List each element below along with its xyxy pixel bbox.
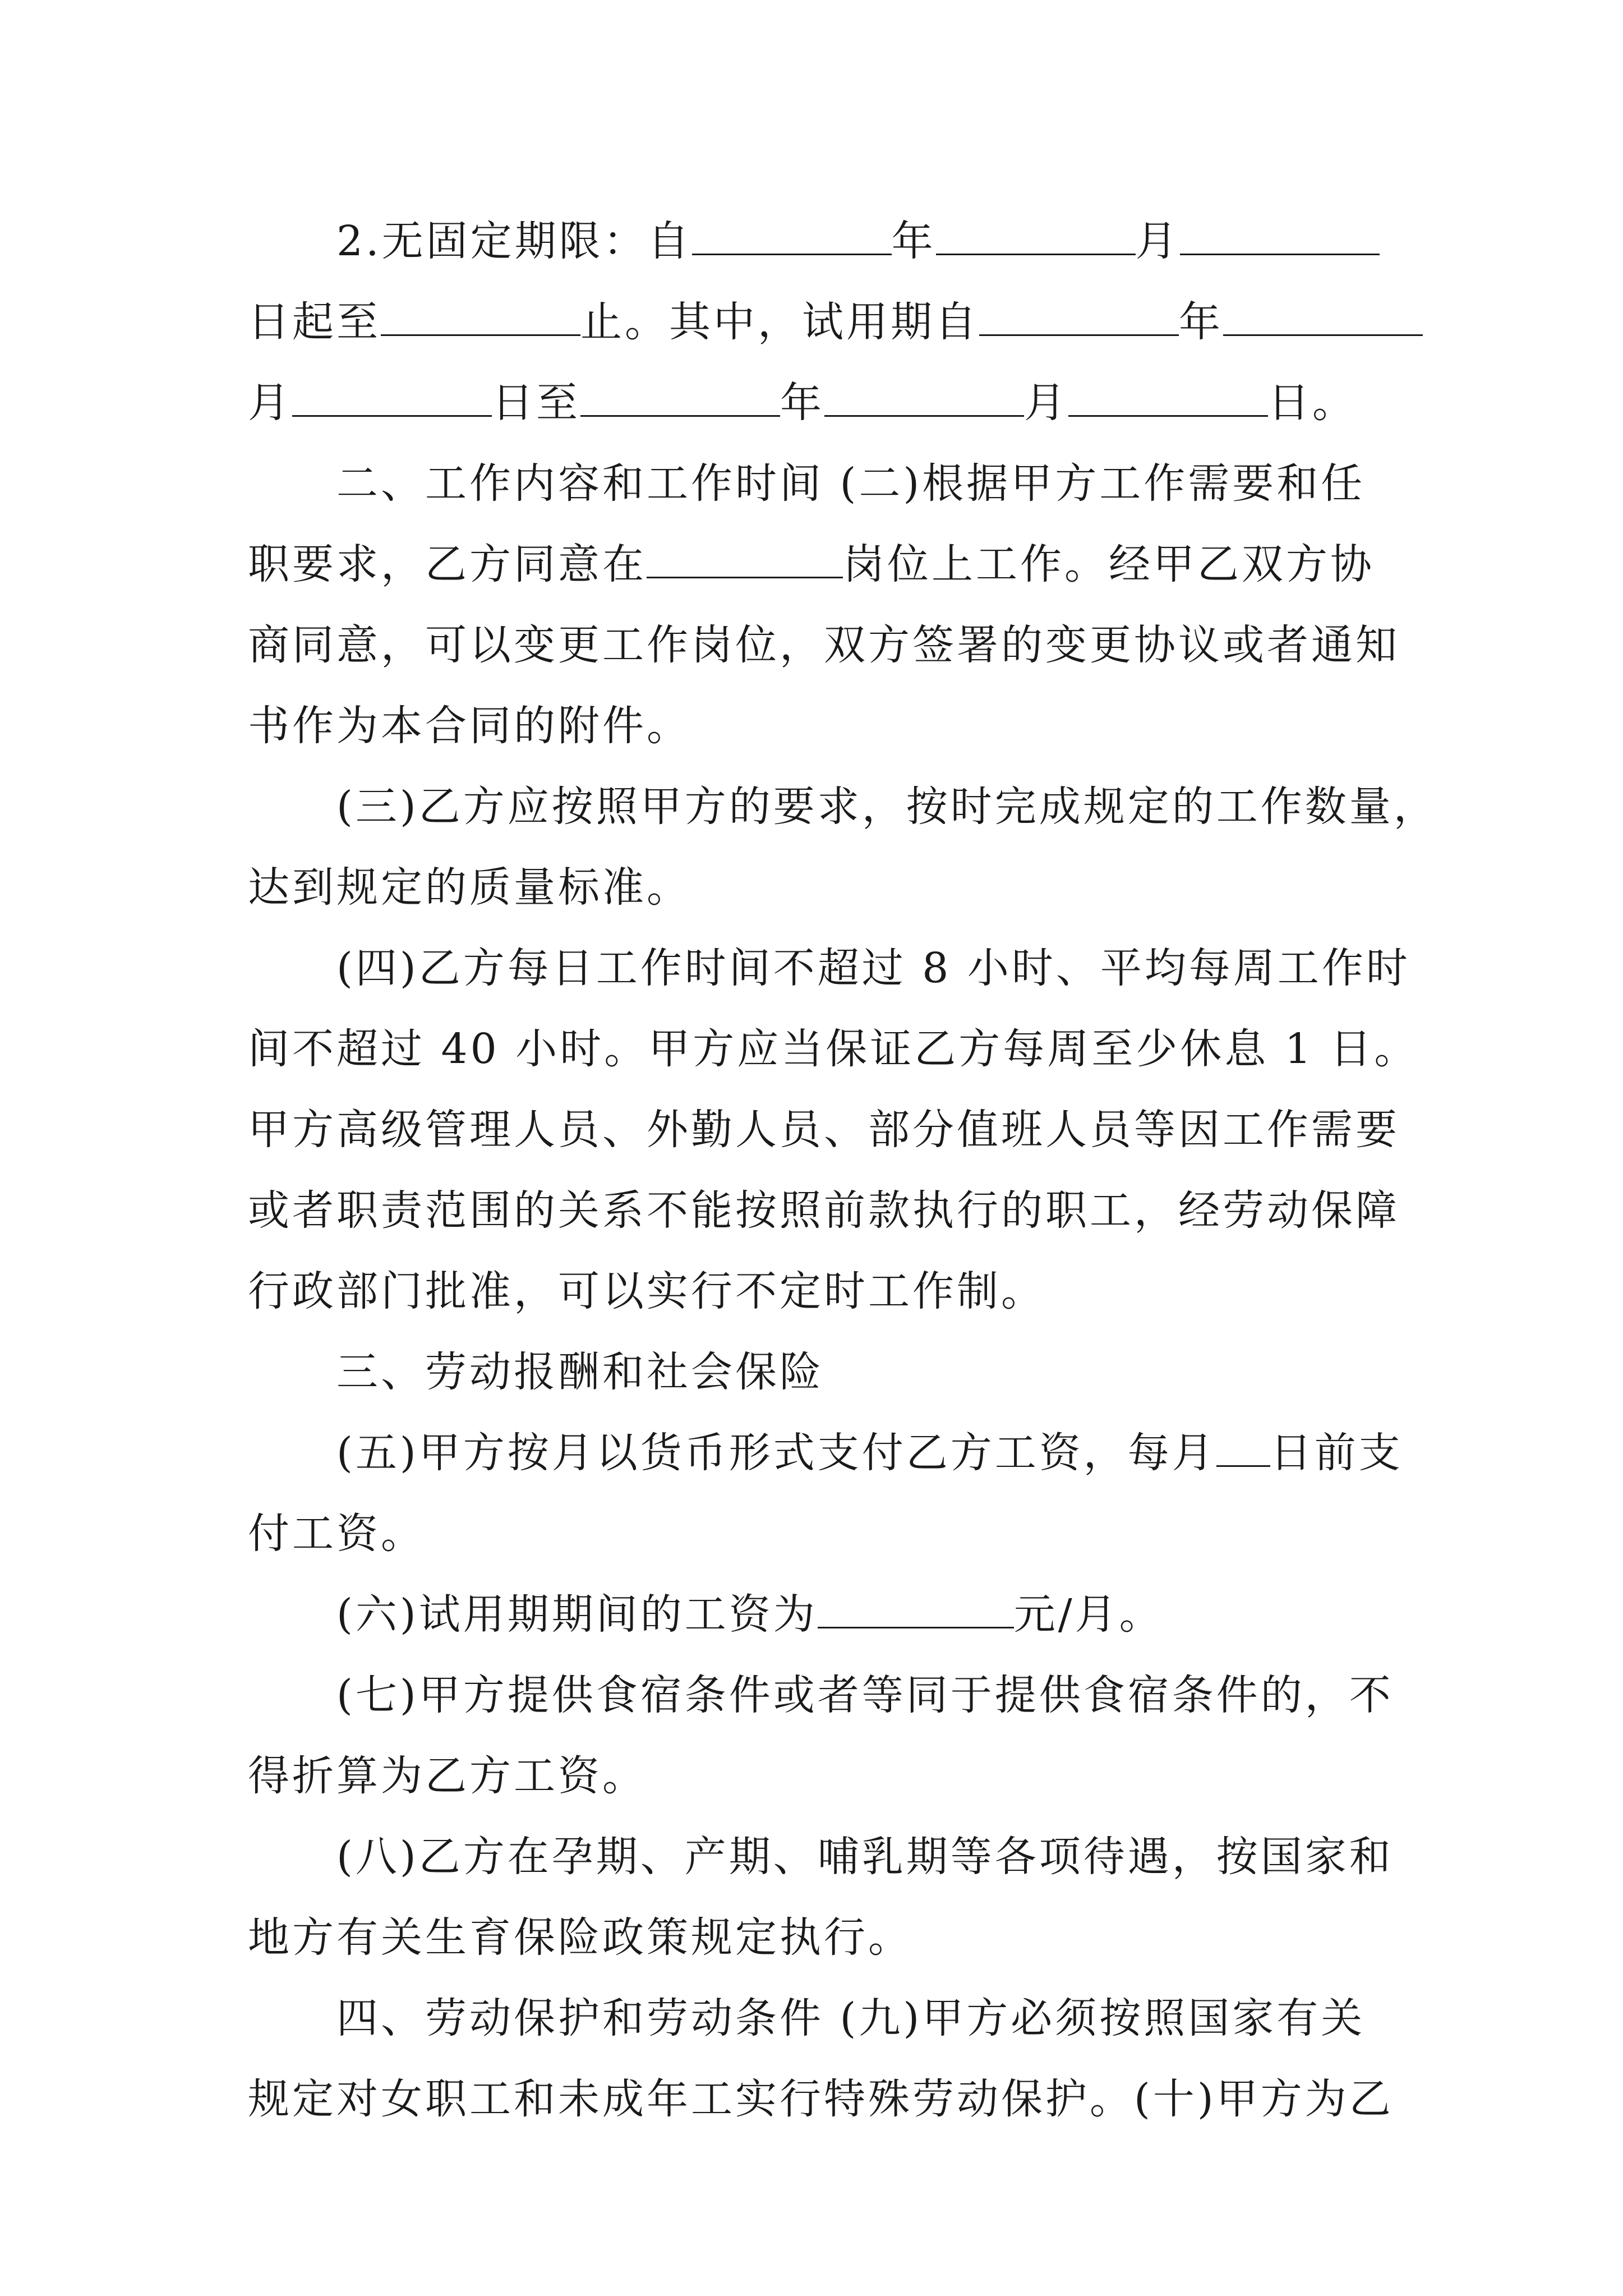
paragraph-no-fixed-term: [248, 201, 1376, 443]
blank-field-probation-day: [292, 378, 492, 417]
blank-field-month: [936, 217, 1136, 255]
text-line: 二、工作内容和工作时间 (二)根据甲方工作需要和任: [336, 459, 1366, 508]
text-segment: 日起至: [248, 298, 381, 346]
text-segment: 日至: [492, 379, 580, 427]
blank-field-day: [1180, 217, 1380, 255]
text-segment: 岗位上工作。经甲乙双方协: [843, 540, 1375, 588]
blank-field-probation-end-year: [580, 378, 780, 417]
text-segment: (六)试用期期间的工资为: [336, 1590, 818, 1639]
text-line: 或者职责范围的关系不能按照前款执行的职工，经劳动保障: [248, 1186, 1400, 1235]
paragraph-labor-protection: [248, 1978, 1394, 2139]
text-segment: 日。: [1268, 379, 1357, 427]
paragraph-clause-8: [248, 1816, 1394, 1978]
text-line: (三)乙方应按照甲方的要求，按时完成规定的工作数量，: [336, 783, 1438, 831]
text-line: 地方有关生育保险政策规定执行。: [248, 1913, 912, 1962]
text-line: [248, 1574, 1376, 1655]
blank-field-end: [381, 297, 580, 336]
paragraph-work-content: [248, 443, 1400, 766]
text-segment: 元/月。: [1013, 1590, 1164, 1639]
text-line: [248, 524, 1376, 605]
text-segment: 月: [248, 379, 292, 427]
blank-field-year: [692, 217, 892, 255]
text-segment: 止。其中，试用期自: [580, 298, 979, 346]
text-line: [248, 282, 1376, 362]
section-title: 三、劳动报酬和社会保险: [336, 1348, 824, 1396]
text-line: 达到规定的质量标准。: [248, 863, 691, 912]
text-line: 行政部门批准，可以实行不定时工作制。: [248, 1267, 1045, 1315]
text-line: 甲方高级管理人员、外勤人员、部分值班人员等因工作需要: [248, 1106, 1400, 1154]
text-segment: (五)甲方按月以货币形式支付乙方工资，每月: [336, 1429, 1216, 1477]
text-line: 书作为本合同的附件。: [248, 702, 691, 750]
blank-field-probation-end-day: [1068, 378, 1268, 417]
text-line: (八)乙方在孕期、产期、哺乳期等各项待遇，按国家和: [336, 1833, 1394, 1881]
text-segment: 年: [780, 379, 824, 427]
blank-field-position: [647, 540, 843, 578]
text-line: 四、劳动保护和劳动条件 (九)甲方必须按照国家有关: [336, 1994, 1366, 2042]
text-segment: 月: [1024, 379, 1068, 427]
paragraph-clause-5: [248, 1412, 1403, 1574]
blank-field-pay-day: [1216, 1428, 1270, 1467]
blank-field-probation-salary: [818, 1590, 1014, 1628]
text-segment: 职要求，乙方同意在: [248, 540, 647, 588]
text-line: 付工资。: [248, 1510, 425, 1558]
text-segment: 2.无固定期限：自: [336, 217, 692, 265]
blank-field-probation-month: [1223, 297, 1423, 336]
text-line: [248, 201, 1376, 282]
paragraph-clause-4: [248, 928, 1419, 1332]
text-line: 得折算为乙方工资。: [248, 1752, 647, 1800]
section-heading-remuneration: [248, 1332, 1376, 1412]
text-line: (七)甲方提供食宿条件或者等同于提供食宿条件的，不: [336, 1671, 1394, 1719]
text-line: (四)乙方每日工作时间不超过 8 小时、平均每周工作时: [336, 944, 1410, 992]
text-segment: 年: [891, 217, 936, 265]
text-line: [248, 1412, 1403, 1493]
text-line: [248, 362, 1376, 443]
text-segment: 年: [1179, 298, 1223, 346]
text-segment: 日前支: [1270, 1429, 1403, 1477]
paragraph-clause-3: [248, 766, 1438, 928]
blank-field-probation-year: [979, 297, 1179, 336]
text-line: 规定对女职工和未成年工实行特殊劳动保护。(十)甲方为乙: [248, 2075, 1394, 2123]
paragraph-clause-6: [248, 1574, 1376, 1655]
text-line: 商同意，可以变更工作岗位，双方签署的变更协议或者通知: [248, 621, 1400, 669]
blank-field-probation-end-month: [824, 378, 1024, 417]
paragraph-clause-7: [248, 1655, 1394, 1816]
text-segment: 月: [1135, 217, 1180, 265]
text-line: 间不超过 40 小时。甲方应当保证乙方每周至少休息 1 日。: [248, 1025, 1419, 1073]
contract-body: [248, 201, 1438, 2139]
